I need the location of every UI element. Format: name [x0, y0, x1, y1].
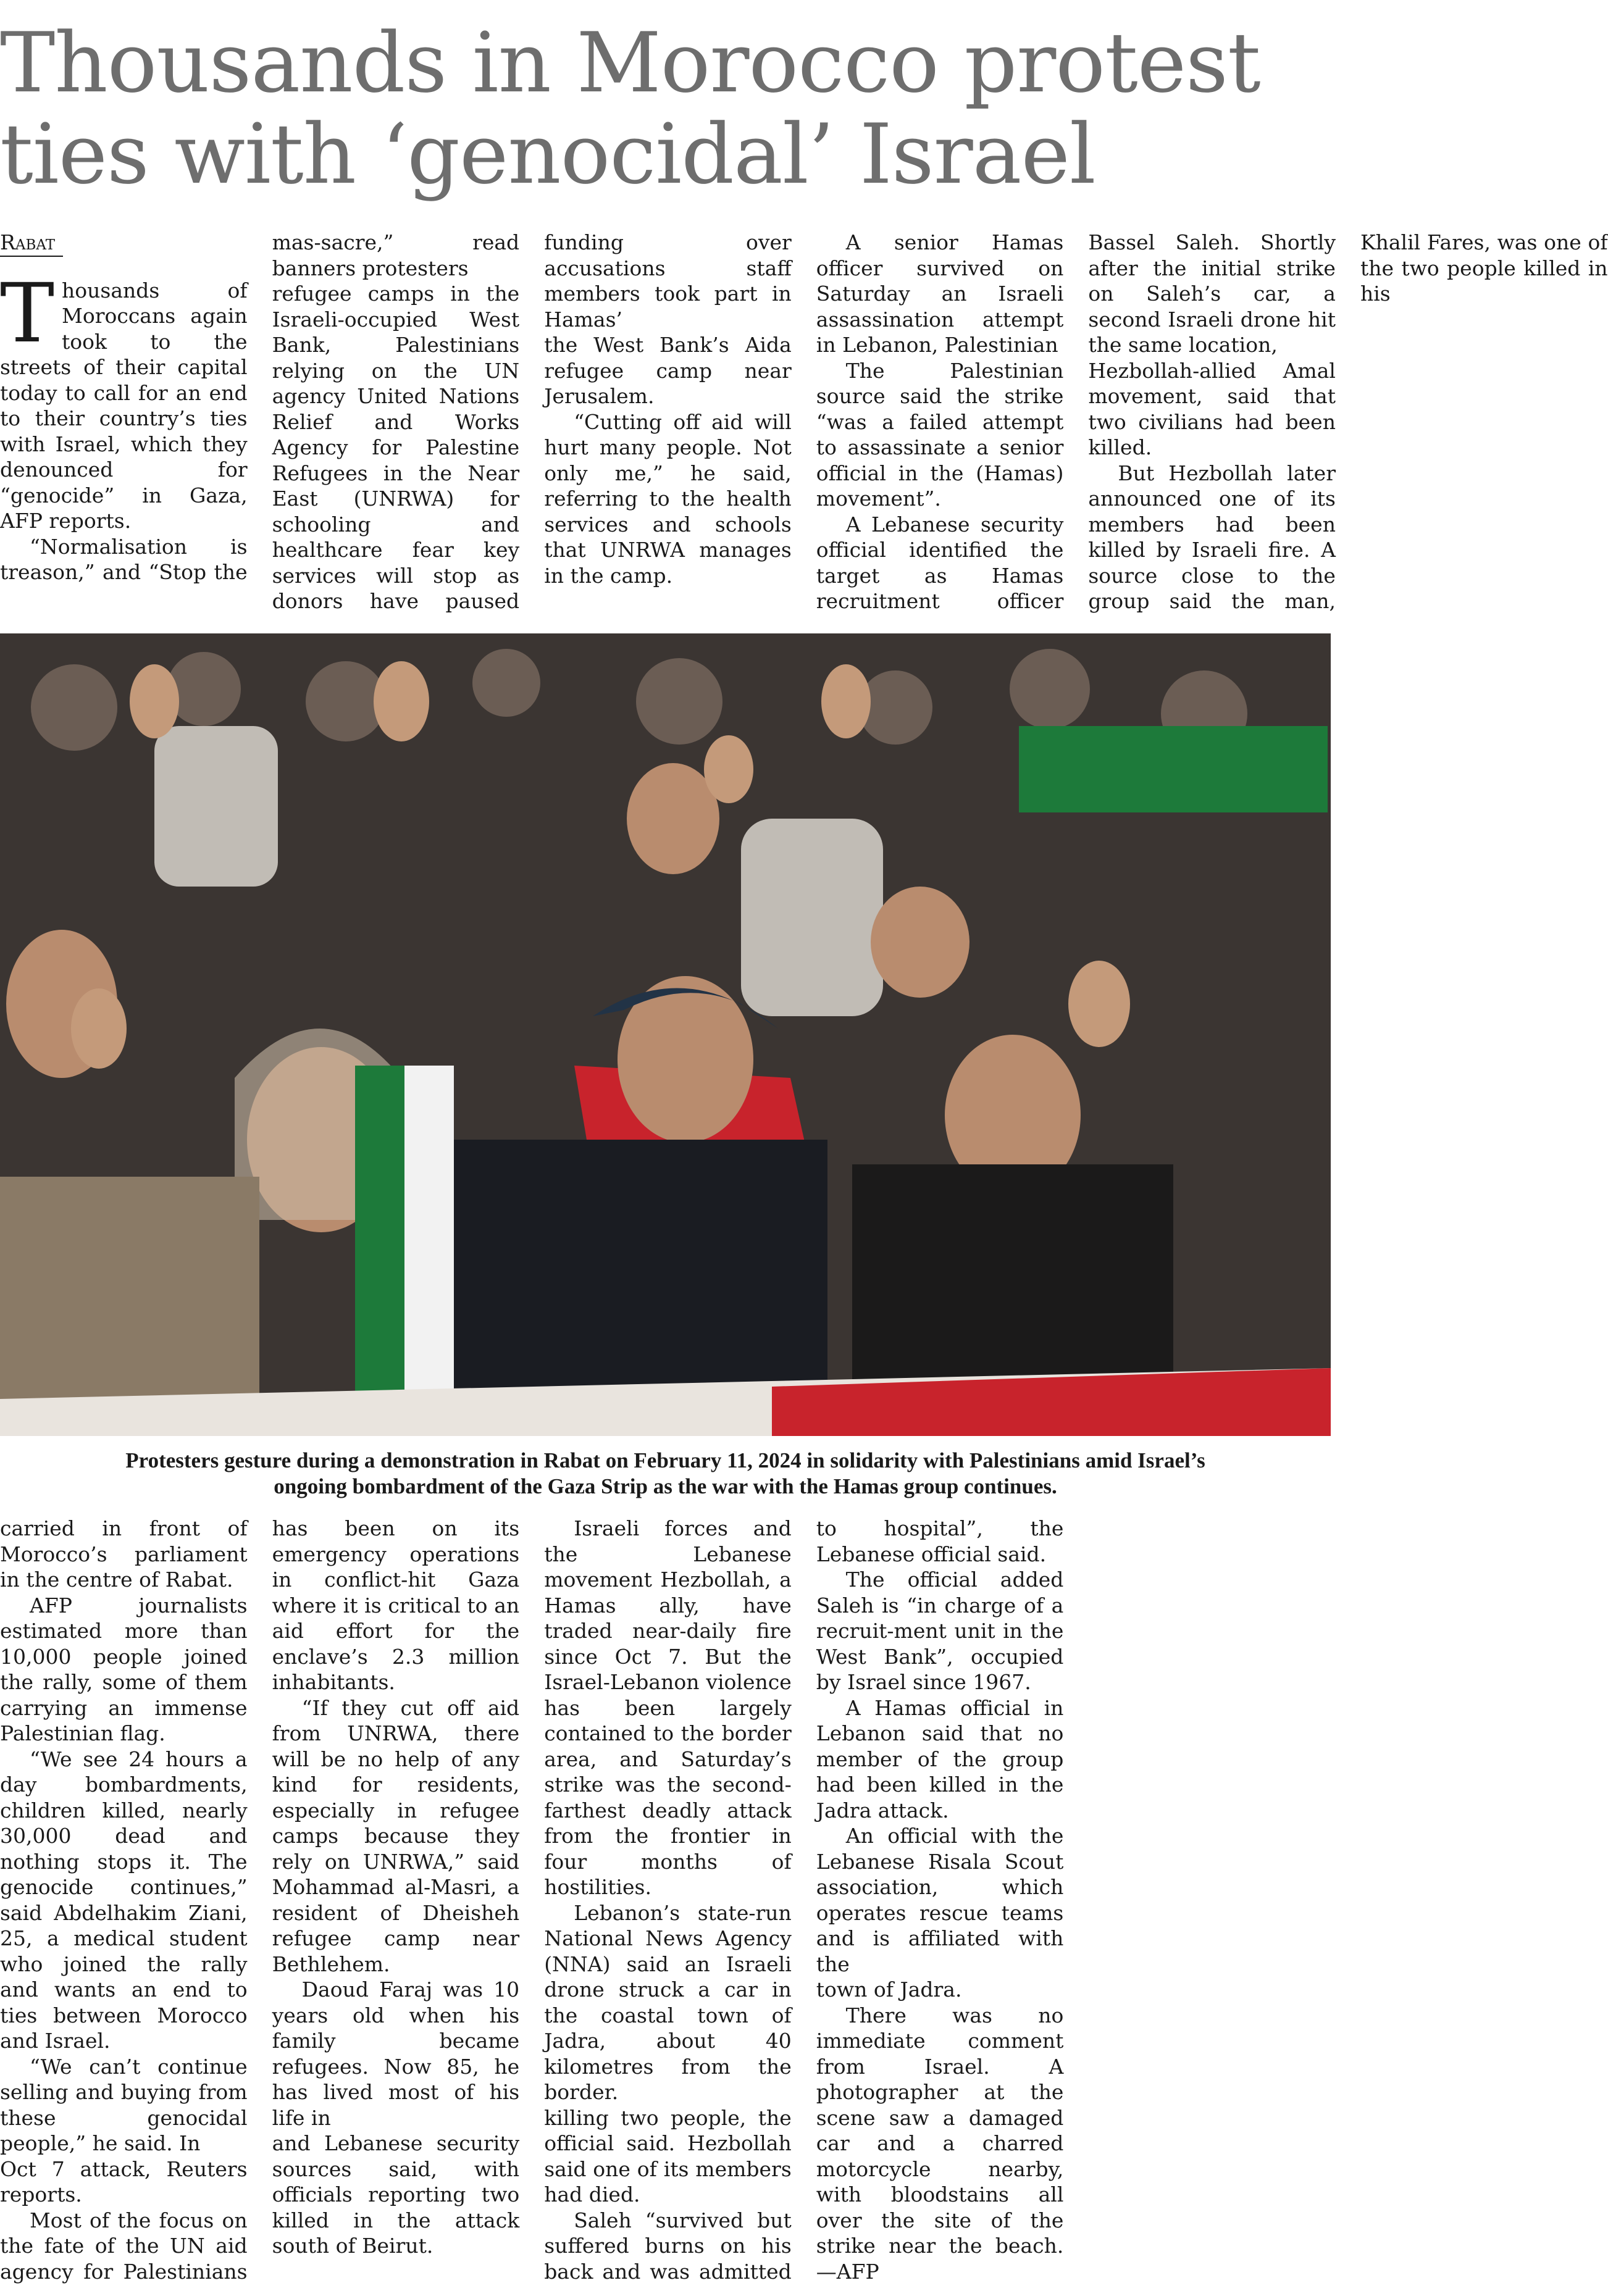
article-paragraph: “We can’t continue selling and buying from these genocidal people,” he said. In: [0, 2054, 248, 2155]
article-paragraph: and Lebanese security sources said, with officials reporting two killed in the attack south of Beirut.: [272, 2131, 520, 2258]
article-paragraph: Israeli forces and the Lebanese movement Hezbollah, a Hamas ally, have traded near-daily fire since Oct 7. But the Israel-Lebanon violence has been largely contained to the border area, and Saturday’s strike was the second-farthest deadly attack from the frontier in four months of hostilities.: [544, 1516, 792, 1899]
article-paragraph: “We see 24 hours a day bombardments, children killed, nearly 30,000 dead and nothing stops it. The genocide continues,” said Abdelhakim Ziani, 25, a medical student who joined the rally and wants an end to ties between Morocco and Israel.: [0, 1747, 248, 2053]
photo-caption: [0, 1448, 1331, 1500]
headline-line-1: Thousands in Morocco protest: [0, 15, 1260, 111]
article-paragraph: town of Jadra.: [816, 1977, 962, 2002]
lead-text: housands of Moroccans again took to the streets of their capital today to call for an end to their country’s ties with Israel, which they denounced for “genocide” in Gaza, AFP reports.: [0, 278, 248, 533]
article-paragraph: the West Bank’s Aida refugee camp near Jerusalem.: [544, 333, 792, 408]
article-paragraph: carried in front of Morocco’s parliament in the centre of Rabat.: [0, 1516, 248, 1592]
article-paragraph: “Normalisation is treason,” and “Stop the mas-sacre,” read banners protesters: [0, 230, 520, 584]
article-paragraph: “Cutting off aid will hurt many people. Not only me,” he said, referring to the health services and schools that UNRWA manages in the camp.: [544, 409, 792, 588]
article-body-top: [0, 230, 1608, 616]
headline: [0, 17, 1328, 200]
article-paragraph: The official added Saleh is “in charge of a recruit-ment unit in the West Bank”, occupied by Israel since 1967.: [816, 1568, 1064, 1694]
dateline: Rabat: [0, 230, 63, 257]
article-paragraph: AFP journalists estimated more than 10,000 people joined the rally, some of them carrying an immense Palestinian flag.: [0, 1593, 248, 1745]
headline-line-2: ties with ‘genocidal’ Israel: [0, 106, 1095, 202]
article-paragraph: killing two people, the official said. Hezbollah said one of its members had died.: [544, 2105, 792, 2206]
article-paragraph: Hezbollah-allied Amal movement, said that two civilians had been killed.: [1088, 358, 1336, 459]
article-paragraph: Oct 7 attack, Reuters reports.: [0, 2156, 248, 2206]
article-paragraph: A senior Hamas officer survived on Saturday an Israeli assassination attempt in Lebanon, Palestinian: [816, 230, 1064, 357]
flag-green: [1019, 726, 1328, 812]
article-paragraph: “If they cut off aid from UNRWA, there will be no help of any kind for residents, especially in refugee camps because they rely on UNRWA,” said Mohammad al-Masri, a resident of Dheisheh refugee camp near Bethlehem.: [272, 1695, 520, 1976]
caption-line-2: ongoing bombardment of the Gaza Strip as the war with the Hamas group continues.: [274, 1474, 1057, 1498]
article-paragraph: But Hezbollah later announced one of its members had been killed by Israeli fire. A source close to the group said the man, Khalil Fares, was one of the two people killed in his: [1088, 230, 1608, 613]
article-paragraph: There was no immediate comment from Israel. A photographer at the scene saw a damaged car and a charred motorcycle nearby, with bloodstains all over the site of the strike near the beach.—AFP: [816, 2003, 1064, 2284]
article-paragraph: A Hamas official in Lebanon said that no member of the group had been killed in the Jadra attack.: [816, 1695, 1064, 1822]
article-paragraph: Most of the focus on the fate of the UN aid agency for Palestinians has been on its emergency operations in conflict-hit Gaza where it is critical to an aid effort for the enclave’s 2.3 million inhabitants.: [0, 1516, 520, 2284]
article-paragraph: The Palestinian source said the strike “was a failed attempt to assassinate a senior official in the (Hamas) movement”.: [816, 358, 1064, 511]
lead-paragraph: [0, 265, 248, 534]
protest-photo: [0, 633, 1331, 1436]
protest-photo-illustration: [0, 633, 1331, 1436]
caption-line-1: Protesters gesture during a demonstration in Rabat on February 11, 2024 in solidarity with Palestinians amid Israel’s: [125, 1448, 1205, 1472]
article-paragraph: Saleh “survived but suffered burns on his back and was admitted to hospital”, the Lebanese official said.: [544, 1516, 1064, 2284]
article-paragraph: An official with the Lebanese Risala Scout association, which operates rescue teams and is affiliated with the: [816, 1824, 1064, 1976]
article-paragraph: refugee camps in the Israeli-occupied West Bank, Palestinians relying on the UN agency United Nations Relief and Works Agency for Palestine Refugees in the Near East (UNRWA) for schooling and healthcare fear key services will stop as donors have paused funding over accusations staff members took part in Hamas’: [272, 230, 792, 613]
article-body-bottom: [0, 1516, 1336, 2287]
article-paragraph: A Lebanese security official identified the target as Hamas recruitment officer Bassel Saleh. Shortly after the initial strike on Saleh’s car, a second Israeli drone hit the same location,: [816, 230, 1336, 613]
article-paragraph: Daoud Faraj was 10 years old when his family became refugees. Now 85, he has lived most of his life in: [272, 1977, 520, 2130]
article-paragraph: Lebanon’s state-run National News Agency (NNA) said an Israeli drone struck a car in the coastal town of Jadra, about 40 kilometres from the border.: [544, 1900, 792, 2104]
drop-cap: T: [0, 265, 55, 361]
